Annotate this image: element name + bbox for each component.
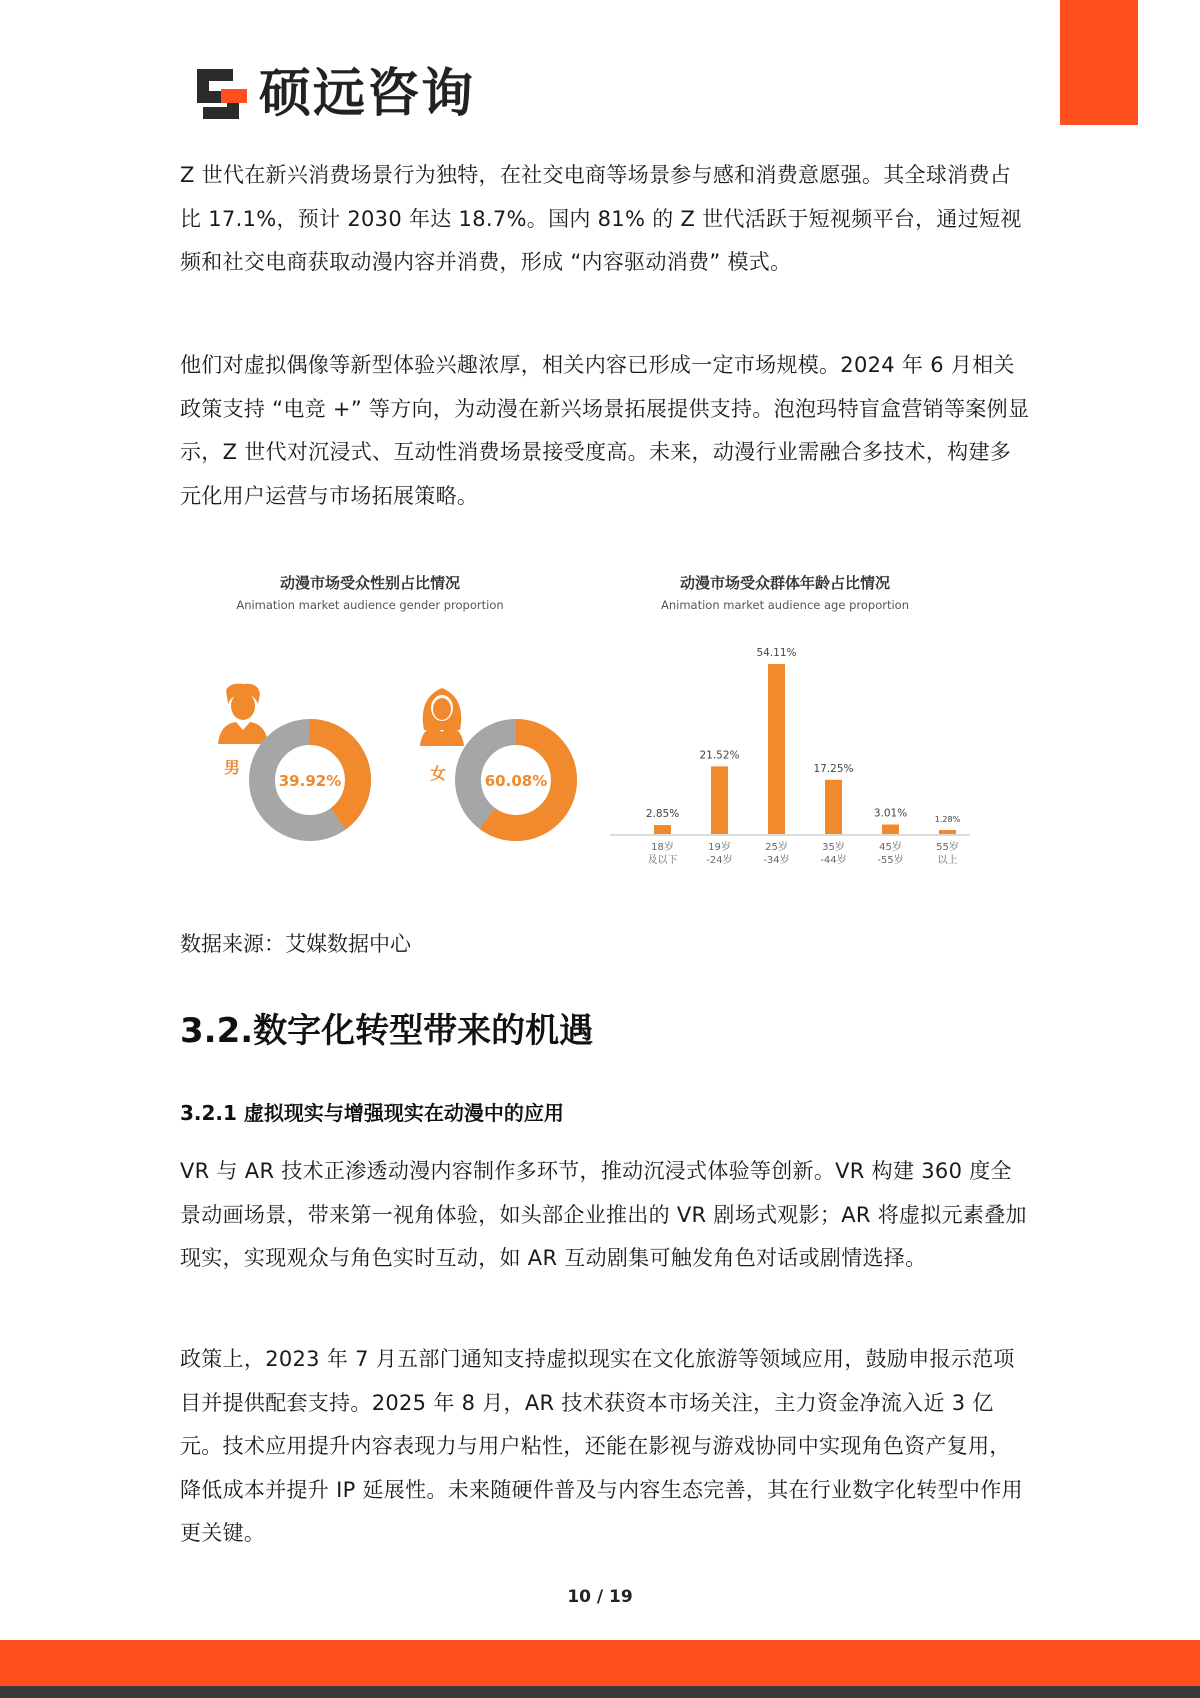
age-category-label-1-2: 及以下 [647, 855, 678, 866]
age-category-label-5-1: 45岁 [879, 842, 902, 853]
age-category-label-2-1: 19岁 [708, 842, 731, 853]
gender-donut-chart [180, 560, 580, 880]
corner-accent-tab [1060, 0, 1138, 125]
age-category-label-3-1: 25岁 [765, 842, 788, 853]
age-category-label-1-1: 18岁 [651, 842, 674, 853]
age-bar-4 [825, 780, 842, 834]
footer-dark-strip [0, 1686, 1200, 1698]
age-bar-value-4: 17.25% [813, 762, 854, 775]
paragraph-4: 政策上，2023 年 7 月五部门通知支持虚拟现实在文化旅游等领域应用，鼓励申报示范项目并提供配套支持。2025 年 8 月，AR 技术获资本市场关注，主力资金净流入近 3 亿元。技术应用提升内容表现力与用户粘性，还能在影视与游戏协同中实现角色资产复用，降低成本并提升 IP 延展性。未来随硬件普及与内容生态完善，其在行业数字化转型中作用更关键。 [180, 1347, 1023, 1545]
age-category-label-2-2: -24岁 [706, 855, 733, 866]
female-label: 女 [430, 764, 447, 783]
donut-value-label-1: 39.92% [278, 772, 342, 790]
age-bar-6 [939, 830, 956, 834]
paragraph-2: 他们对虚拟偶像等新型体验兴趣浓厚，相关内容已形成一定市场规模。2024 年 6 月相关政策支持 “电竞 +” 等方向，为动漫在新兴场景拓展提供支持。泡泡玛特盲盒营销等案例显示，Z 世代对沉浸式、互动性消费场景接受度高。未来，动漫行业需融合多技术，构建多元化用户运营与市场拓展策略。 [180, 353, 1030, 508]
age-category-label-6-2: 以上 [937, 855, 958, 866]
age-bar-value-6: 1.28% [934, 814, 961, 824]
male-label: 男 [224, 758, 241, 777]
age-bar-2 [711, 766, 728, 834]
data-source: 数据来源：艾媒数据中心 [180, 932, 411, 956]
paragraph-1: Z 世代在新兴消费场景行为独特，在社交电商等场景参与感和消费意愿强。其全球消费占比 17.1%，预计 2030 年达 18.7%。国内 81% 的 Z 世代活跃于短视频平台，通过短视频和社交电商获取动漫内容并消费，形成 “内容驱动消费” 模式。 [180, 163, 1022, 274]
section-heading: 3.2.数字化转型带来的机遇 [180, 1011, 594, 1051]
age-category-label-4-1: 35岁 [822, 842, 845, 853]
gender-chart-title: 动漫市场受众性别占比情况 [279, 574, 460, 592]
age-bar-5 [882, 825, 899, 834]
gender-chart-subtitle: Animation market audience gender proportion [236, 598, 504, 612]
brand-mark-icon [193, 65, 251, 123]
footer-accent-bar [0, 1640, 1200, 1686]
age-chart-title: 动漫市场受众群体年龄占比情况 [679, 574, 890, 592]
male-person-icon [218, 684, 268, 744]
age-chart-subtitle: Animation market audience age proportion [661, 598, 909, 612]
age-bar-1 [654, 825, 671, 834]
age-bar-value-1: 2.85% [645, 808, 680, 821]
age-bar-3 [768, 664, 785, 834]
age-category-label-5-2: -55岁 [877, 855, 904, 866]
donut-value-label-2: 60.08% [484, 772, 548, 790]
paragraph-3: VR 与 AR 技术正渗透动漫内容制作多环节，推动沉浸式体验等创新。VR 构建 360 度全景动画场景，带来第一视角体验，如头部企业推出的 VR 剧场式观影；AR 将虚拟元素叠加现实，实现观众与角色实时互动，如 AR 互动剧集可触发角色对话或剧情选择。 [180, 1159, 1027, 1270]
page-number: 10 / 19 [567, 1587, 633, 1607]
brand-logo [193, 62, 475, 126]
age-bar-value-3: 54.11% [756, 647, 797, 659]
age-category-label-4-2: -44岁 [820, 855, 847, 866]
age-category-label-3-2: -34岁 [763, 855, 790, 866]
charts-figure [180, 560, 1000, 880]
age-bar-chart [610, 560, 1010, 880]
age-category-label-6-1: 55岁 [936, 842, 959, 853]
brand-name: 硕远咨询 [259, 64, 476, 124]
subsection-heading: 3.2.1 虚拟现实与增强现实在动漫中的应用 [180, 1101, 564, 1125]
age-bar-value-2: 21.52% [699, 749, 740, 762]
age-bar-value-5: 3.01% [873, 807, 908, 820]
female-person-icon [420, 688, 464, 746]
